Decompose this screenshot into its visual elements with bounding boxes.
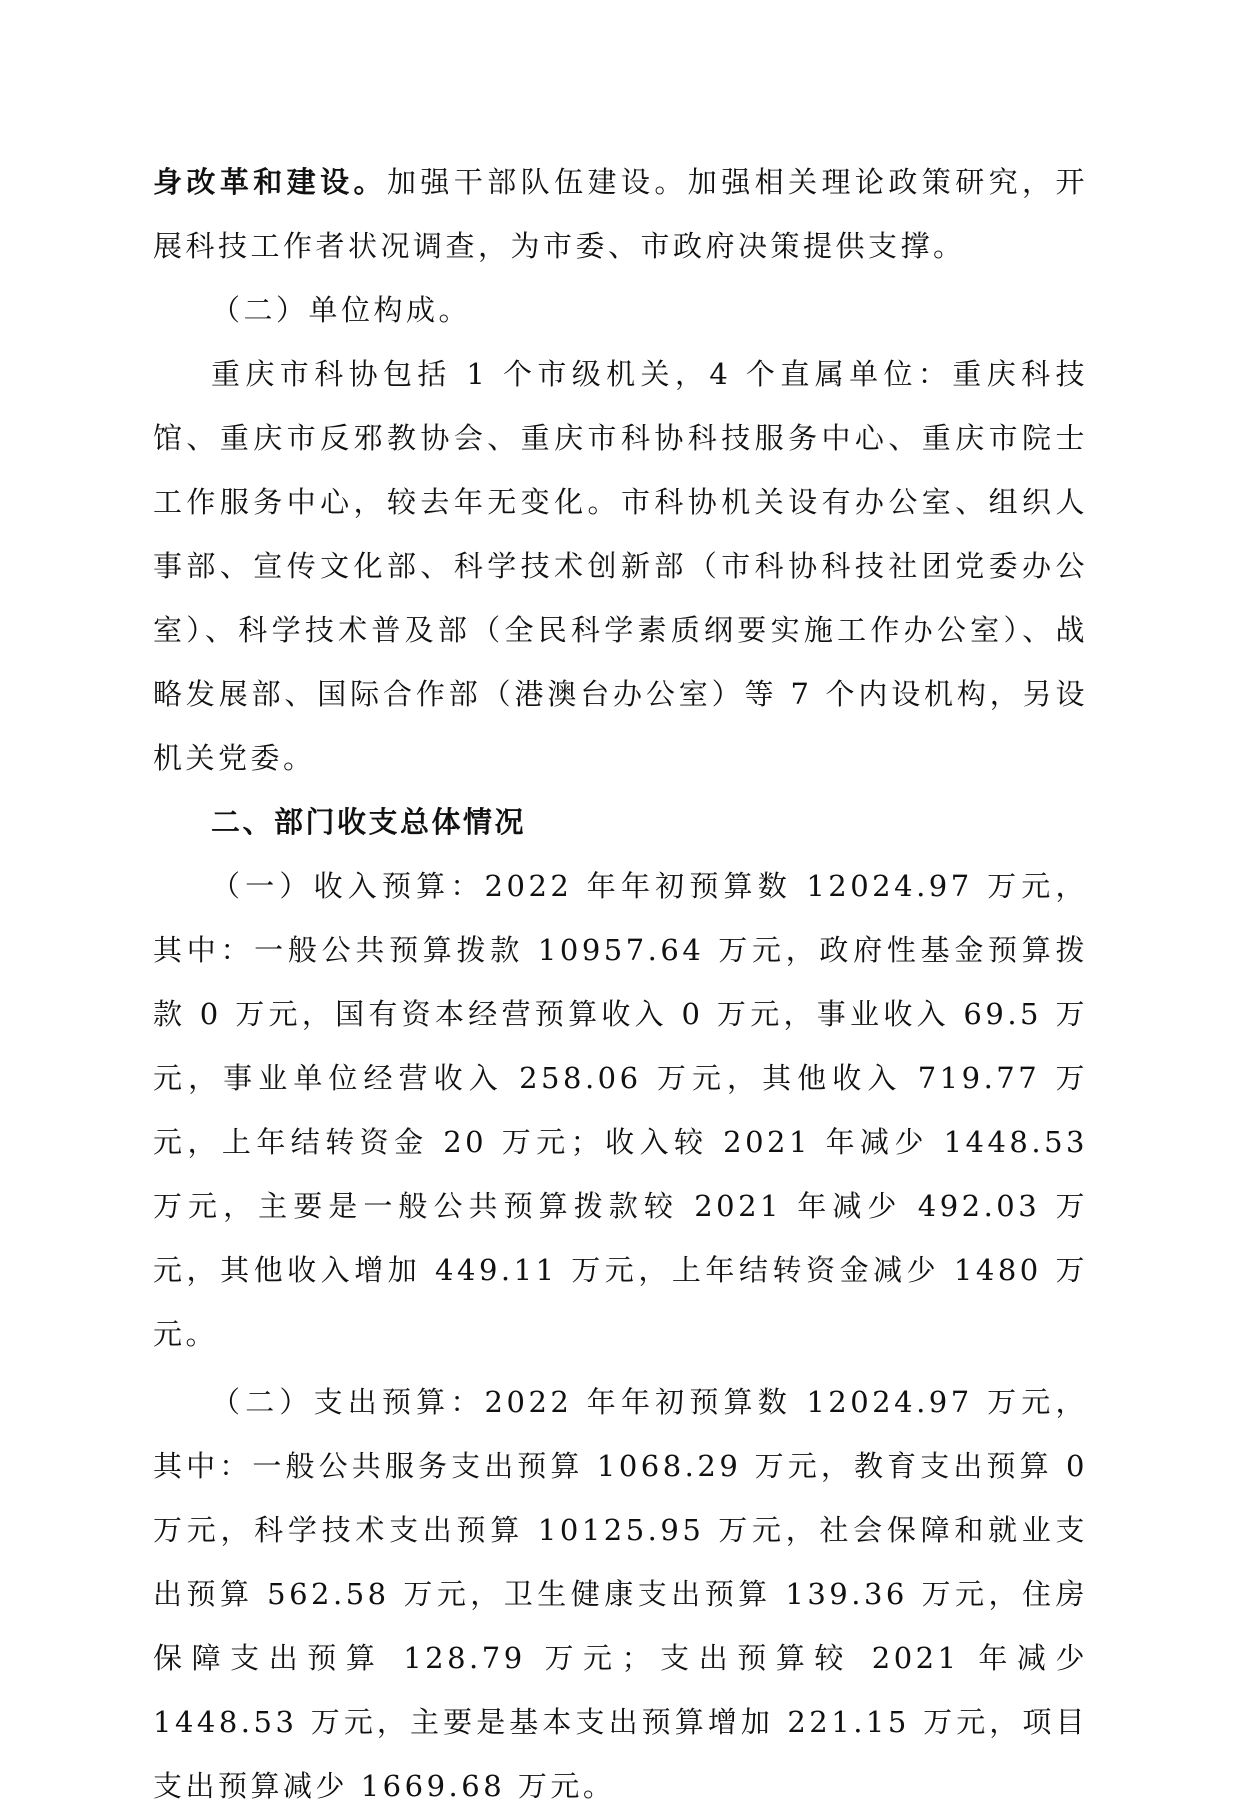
paragraph-unit-composition: 重庆市科协包括 1 个市级机关，4 个直属单位：重庆科技馆、重庆市反邪教协会、重庆市科协科技服务中心、重庆市院士工作服务中心，较去年无变化。市科协机关设有办公室、组织人事部、宣传文化部、科学技术创新部（市科协科技社团党委办公室）、科学技术普及部（全民科学素质纲要实施工作办公室）、战略发展部、国际合作部（港澳台办公室）等 7 个内设机构，另设机关党委。 <box>153 357 1088 775</box>
section-heading-budget-overview: 二、部门收支总体情况 <box>211 805 527 839</box>
paragraph-reform-continued <box>153 150 1088 278</box>
bold-phrase-reform: 身改革和建设。 <box>153 165 387 199</box>
paragraph-expense-budget: （二）支出预算：2022 年年初预算数 12024.97 万元，其中：一般公共服务支出预算 1068.29 万元，教育支出预算 0 万元，科学技术支出预算 10125.95 万元，社会保障和就业支出预算 562.58 万元，卫生健康支出预算 139.36 万元，住房保障支出预算 128.79 万元；支出预算较 2021 年减少 1448.53 万元，主要是基本支出预算增加 221.15 万元，项目支出预算减少 1669.68 万元。 <box>153 1385 1088 1803</box>
paragraph-income-budget: （一）收入预算：2022 年年初预算数 12024.97 万元，其中：一般公共预算拨款 10957.64 万元，政府性基金预算拨款 0 万元，国有资本经营预算收入 0 万元，事业收入 69.5 万元，事业单位经营收入 258.06 万元，其他收入 719.77 万元，上年结转资金 20 万元；收入较 2021 年减少 1448.53 万元，主要是一般公共预算拨款较 2021 年减少 492.03 万元，其他收入增加 449.11 万元，上年结转资金减少 1480 万元。 <box>153 869 1088 1351</box>
document-page <box>153 150 1088 1818</box>
paragraph-reform-text: 加强干部队伍建设。加强相关理论政策研究，开展科技工作者状况调查，为市委、市政府决策提供支撑。 <box>153 165 1088 263</box>
subheading-unit-composition: （二）单位构成。 <box>211 293 472 327</box>
